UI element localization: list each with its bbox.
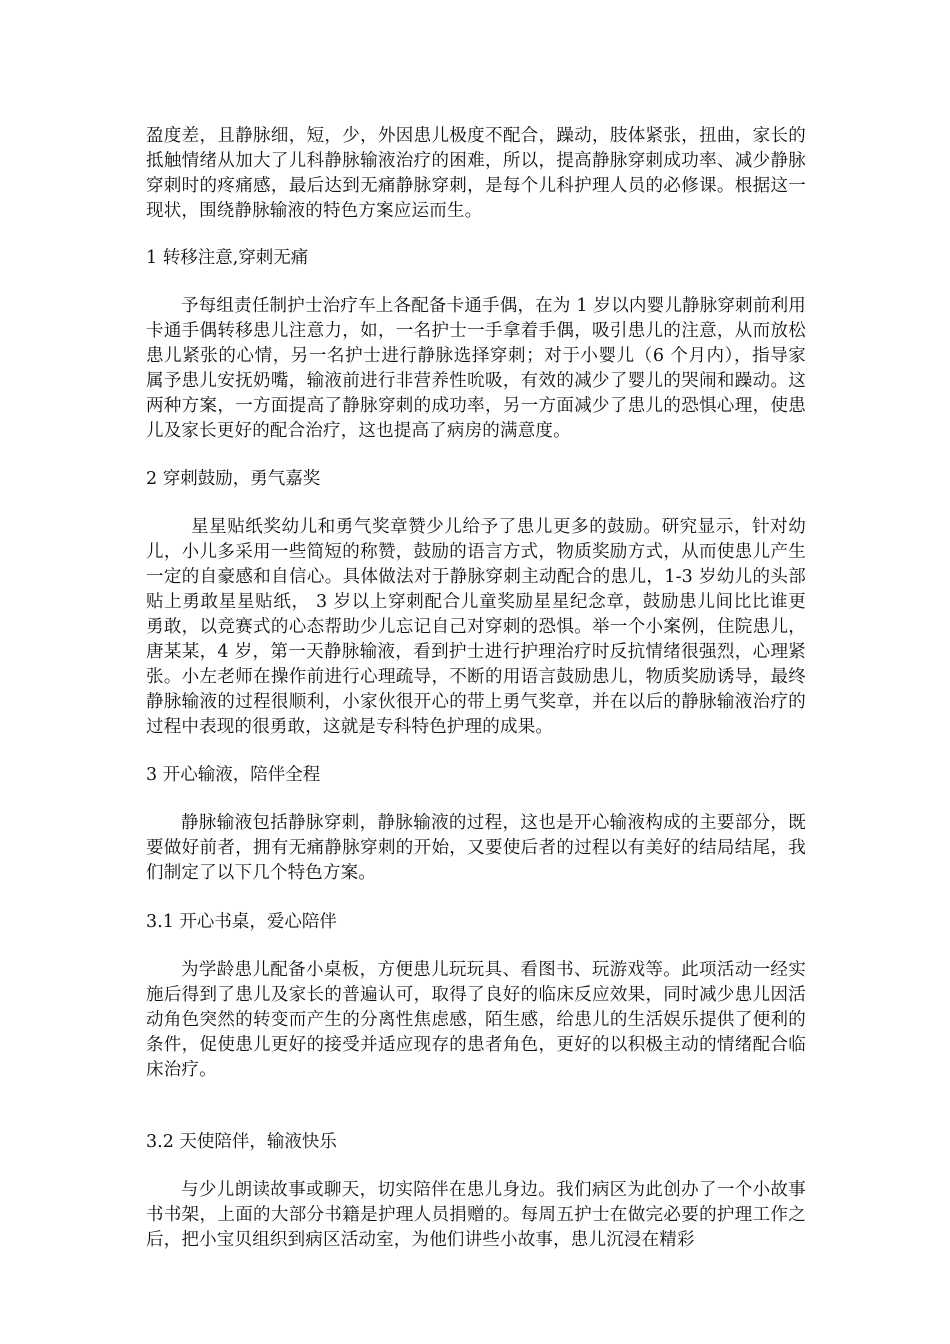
section-heading-2: 2 穿刺鼓励，勇气嘉奖 bbox=[146, 469, 321, 489]
intro-paragraph: 盈度差，且静脉细，短，少，外因患儿极度不配合，躁动，肢体紧张，扭曲，家长的抵触情绪从加大了儿科静脉输液治疗的困难，所以，提高静脉穿刺成功率、减少静脉穿刺时的疼痛感，最后达到无痛静脉穿刺，是每个儿科护理人员的必修课。根据这一现状，围绕静脉输液的特色方案应运而生。 bbox=[146, 126, 806, 221]
section-heading-1: 1 转移注意,穿刺无痛 bbox=[146, 248, 309, 268]
section-3-paragraph: 静脉输液包括静脉穿刺，静脉输液的过程，这也是开心输液构成的主要部分，既要做好前者，拥有无痛静脉穿刺的开始，又要使后者的过程以有美好的结局结尾，我们制定了以下几个特色方案。 bbox=[146, 813, 806, 883]
section-heading-3-2: 3.2 天使陪伴，输液快乐 bbox=[146, 1132, 337, 1152]
section-1-paragraph: 予每组责任制护士治疗车上各配备卡通手偶，在为 1 岁以内婴儿静脉穿刺前利用卡通手偶转移患儿注意力，如，一名护士一手拿着手偶，吸引患儿的注意，从而放松患儿紧张的心情，另一名护士进行静脉选择穿刺；对于小婴儿（6 个月内），指导家属予患儿安抚奶嘴，输液前进行非营养性吮吸，有效的减少了婴儿的哭闹和躁动。这两种方案，一方面提高了静脉穿刺的成功率，另一方面减少了患儿的恐惧心理，使患儿及家长更好的配合治疗，这也提高了病房的满意度。 bbox=[146, 296, 806, 441]
section-heading-3: 3 开心输液，陪伴全程 bbox=[146, 765, 321, 785]
section-2-paragraph: 星星贴纸奖幼儿和勇气奖章赞少儿给予了患儿更多的鼓励。研究显示，针对幼儿，小儿多采用一些简短的称赞，鼓励的语言方式，物质奖励方式，从而使患儿产生一定的自豪感和自信心。具体做法对于静脉穿刺主动配合的患儿，1-3 岁幼儿的头部贴上勇敢星星贴纸， 3 岁以上穿刺配合儿童奖励星星纪念章，鼓励患儿间比比谁更勇敢，以竞赛式的心态帮助少儿忘记自己对穿刺的恐惧。举一个小案例，住院患儿，唐某某，4 岁，第一天静脉输液，看到护士进行护理治疗时反抗情绪很强烈，心理紧张。小左老师在操作前进行心理疏导，不断的用语言鼓励患儿，物质奖励诱导，最终静脉输液的过程很顺利，小家伙很开心的带上勇气奖章，并在以后的静脉输液治疗的过程中表现的很勇敢，这就是专科特色护理的成果。 bbox=[146, 517, 806, 737]
section-3-2-paragraph: 与少儿朗读故事或聊天，切实陪伴在患儿身边。我们病区为此创办了一个小故事书书架，上面的大部分书籍是护理人员捐赠的。每周五护士在做完必要的护理工作之后，把小宝贝组织到病区活动室，为他们讲些小故事，患儿沉浸在精彩 bbox=[146, 1180, 806, 1250]
section-heading-3-1: 3.1 开心书桌，爱心陪伴 bbox=[146, 912, 337, 932]
section-3-1-paragraph: 为学龄患儿配备小桌板，方便患儿玩玩具、看图书、玩游戏等。此项活动一经实施后得到了患儿及家长的普遍认可，取得了良好的临床反应效果，同时减少患儿因活动角色突然的转变而产生的分离性焦虑感，陌生感，给患儿的生活娱乐提供了便利的条件，促使患儿更好的接受并适应现存的患者角色，更好的以积极主动的情绪配合临床治疗。 bbox=[146, 960, 806, 1080]
